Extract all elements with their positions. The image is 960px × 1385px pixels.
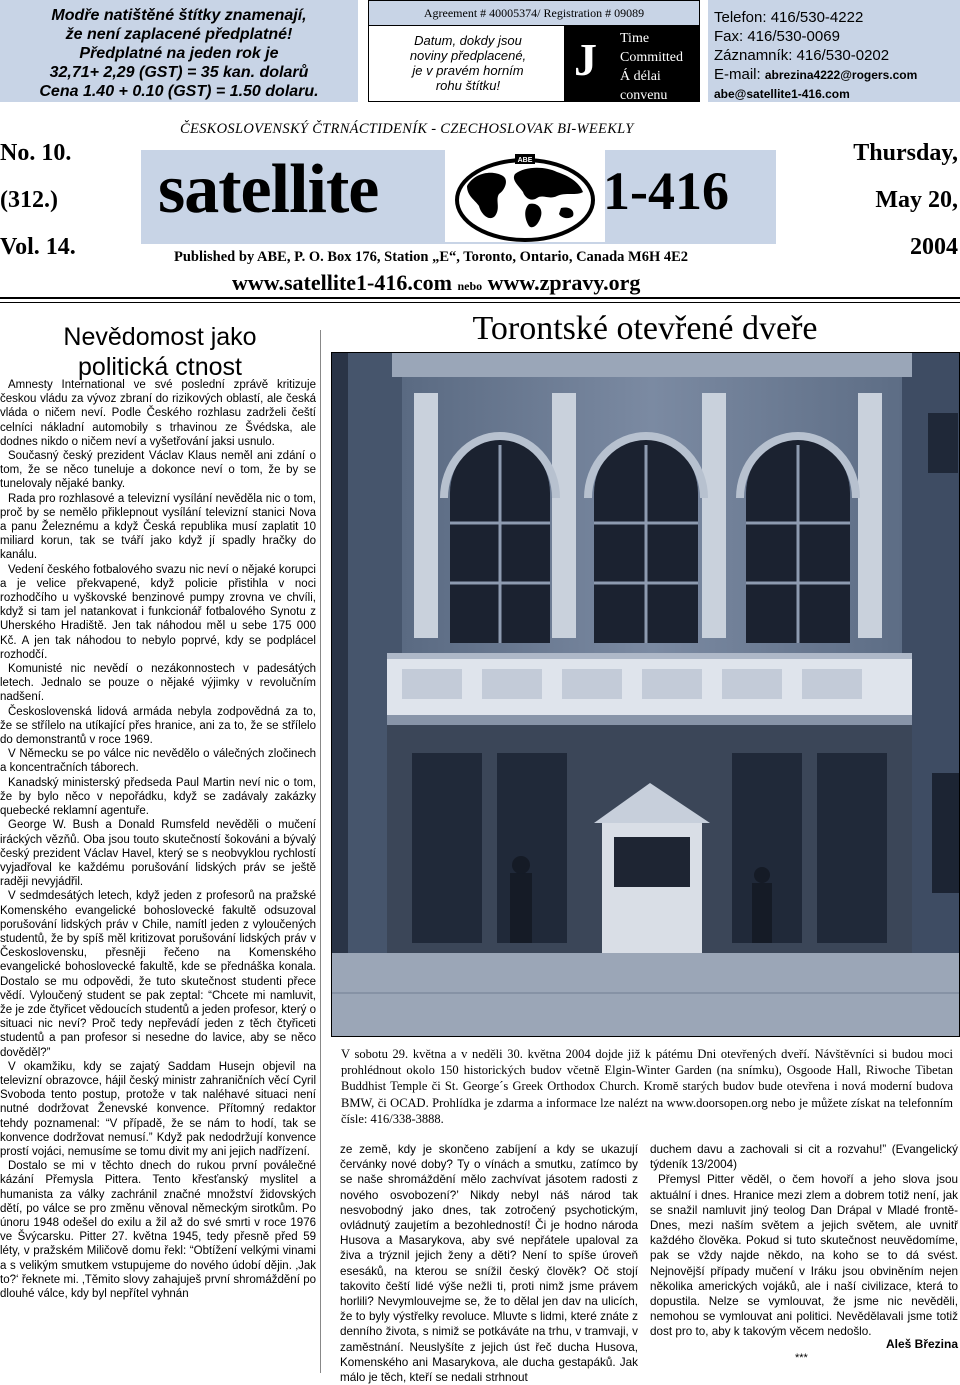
badge-line: Á délai — [620, 69, 661, 84]
left-article-title-line: politická ctnost — [78, 353, 242, 381]
website-link[interactable]: www.satellite1-416.com — [232, 270, 452, 295]
agreement-box — [368, 0, 700, 102]
paragraph: Současný český prezident Václav Klaus neměl ani zdání o tom, že se něco tuneluje a dokonce neví o tom, že by se tunelovaly nějaké banky. — [0, 450, 316, 491]
continued-column — [340, 1142, 638, 1385]
continued-column — [650, 1142, 958, 1340]
badge-line: convenu — [620, 88, 668, 103]
prepaid-note — [393, 33, 543, 93]
weekly-subtitle: ČESKOSLOVENSKÝ ČTRNÁCTIDENÍK - CZECHOSLOVAK BI-WEEKLY — [180, 121, 634, 137]
badge-line: Time — [620, 31, 650, 46]
paragraph: George W. Bush a Donald Rumsfeld nevěděli o mučení iráckých vězňů. Oba jsou touto skutečností šokováni a bývalý český prezident Václav Havel, který se s neobvyklou rychlostí vyjadřoval ke každému porušování lidských práv se ještě raději nevyjádřil. — [0, 819, 316, 889]
subscription-line: 32,71+ 2,29 (GST) = 35 kan. dolarů — [49, 64, 309, 81]
publisher-line: Published by ABE, P. O. Box 176, Station „E“, Toronto, Ontario, Canada M6H 4E2 — [174, 249, 689, 265]
masthead-title: satellite — [158, 151, 379, 228]
prepaid-note-line: rohu štítku! — [435, 78, 501, 93]
masthead-number: 1-416 — [603, 161, 729, 221]
globe-icon — [445, 150, 605, 242]
badge-line: Committed — [620, 50, 683, 65]
paragraph: Kanadský ministerský předseda Paul Martin neví nic o tom, že by bylo něco v nepořádku, když se zadávaly zakázky quebecké reklamní agentuře. — [0, 776, 316, 818]
prepaid-note-line: noviny předplacené, — [409, 48, 527, 63]
answering-machine-text: Záznamník: 416/530-0202 — [714, 47, 890, 64]
prepaid-note-line: Datum, dokdy jsou — [414, 33, 522, 48]
phone-text: Telefon: 416/530-4222 — [714, 9, 864, 26]
email-row — [708, 65, 960, 85]
website-link[interactable]: www.zpravy.org — [487, 270, 641, 295]
photo-caption: V sobotu 29. května a v neděli 30. května 2004 dojde již k pátému Dni otevřených dveří. Návštěvníci si budou moci prohlédnout okolo 150 historických budov včetně Elgin-Winter Garden (na snímku), Osgoode Hall, Riwoche Tibetan Buddhist Temple či St. George´s Greek Orthodox Church. Kromě starých budov bude otevřena i nová moderní budova BMW, či OCAD. Prohlídka je zdarma a informace lze nalézt na www.doorsopen.org nebo je můžete získat na telefonním čísle: 416/338-3888. — [341, 1047, 953, 1126]
globe-badge-text: ABE — [517, 157, 533, 164]
email-label: E-mail: — [714, 66, 761, 83]
divider — [0, 297, 960, 299]
paragraph: Československá lidová armáda nebyla zodpovědná za to, že se střílelo na utíkající přes hranice, ani za to, že se střílelo do demonstrantů v roce 1969. — [0, 705, 316, 747]
paragraph: duchem davu a zachovali si cit a rozvahu!” (Evangelický týdeník 13/2004) — [650, 1143, 958, 1172]
column-divider — [320, 330, 321, 1373]
prepaid-note-line: je v pravém horním — [412, 63, 524, 78]
badge-letter: J — [574, 34, 597, 85]
subscription-line: Předplatné na jeden rok je — [79, 45, 279, 62]
paragraph: ze země, kdy je skončeno zabíjení a kdy se ukazují červánky nové doby? Ty o vínách a smutku, zatímco by se naše shromáždění mělo zachvívat jásotem radosti z nového osvobození?’ Nikdy nebyl náš národ tak nesvobodný jako dnes, tak zotročený psychotickým, ovládnutý zaujetím a bezohledností! Či je hodno národa Husova a Masarykova, aby své nepřátele upaloval za živa a trýznil jejich ženy a děti? Není to spíše úroveň esesáků, na kterou se snížil český člověk? Oč stojí takovito čeští lidé výše nežli ti, proti nimž jsme právem horlili? Nevymlouvejme se, že to dělal jen dav na ulicích, že to byly výstřelky revoluce. Mluvte s lidmi, které znáte z denního života, s nimiž se potkáváte na trhu, v tramvaji, v zaměstnání. Neuslyšíte z jejich úst řeč ducha Husova, Komenského ani Masarykova, ale ducha gestapáků. Jak málo je těch, kteří se nedali strhnout — [340, 1143, 638, 1385]
agreement-header: Agreement # 40005374/ Registration # 09089 — [369, 1, 699, 26]
left-article-title — [0, 322, 320, 382]
left-article-body — [0, 378, 316, 1301]
author-name: Aleš Březina — [885, 1337, 958, 1351]
divider — [0, 302, 960, 303]
paragraph: Rada pro rozhlasové a televizní vysílání nevěděla nic o tom, proč by se nemělo přiklepnout vysílání televizní stanici Nova a panu Železnému a když Česká republika musí zaplatit 10 miliard korun, tak se tváří jako když jí spadly hračky do kanálu. — [0, 492, 316, 562]
paragraph: V okamžiku, kdy se zajatý Saddam Husejn objevil na televizní obrazovce, hájil český ministr zahraničních věcí Cyril Svoboda tento postup, protože v tak naléhavé situaci není nutné dodržovat Ženevské konvence. Přítomný redaktor tehdy poznamenal: “V případě, že se nám to hodí, tak se konvence dodržovat nemusí.” Když pak nedodržují konvence prostí vojáci, nemusíme se tomu divit my ani jejich nadřízení. — [0, 1060, 316, 1158]
paragraph: Amnesty International ve své poslední zprávě kritizuje českou vládu za vývoz zbraní do rizikových oblastí, ale česká vláda o ničem neví. Podle Českého rozhlasu zadrželi čeští celníci nákladní automobily s trhavinou ze Švédska, ale dodnes nikdo o ničem neví a vyšetřování jaksi usnulo. — [0, 379, 316, 448]
website-line — [232, 270, 640, 296]
email-link[interactable]: abe@satellite1-416.com — [714, 87, 850, 101]
photo-article-title: Torontské otevřené dveře — [472, 310, 818, 347]
issue-day: Thursday, — [853, 140, 958, 166]
volume-number: Vol. 14. — [0, 234, 76, 260]
paragraph: V sedmdesátých letech, když jeden z profesorů na pražské Komenského evangelické bohoslovecké fakultě odsuzoval porušování lidských práv v Chile, namítl jeden z vyloučených studentů, že by spíš měl kritizovat porušování lidských práv v Československu, přesněji řečeno na Komenského evangelické bohoslovecké fakultě, kde se přednáška konala. Dostalo se mu odpovědi, že tuto skutečnost studenti přece vědí. Vyloučený student se pak zeptal: “Chcete mi namluvit, že je zde čtyřicet vědoucích studentů a jeden profesor, který o situaci nic neví? Proč tedy nepřevádí jeden z těch čtyřiceti studentů a pan profesor si nesedne do lavice, aby se něco dověděl?” — [0, 890, 316, 1059]
left-article-title-line: Nevědomost jako — [63, 323, 257, 351]
website-separator: nebo — [457, 279, 483, 293]
paragraph: V Německu se po válce nic nevědělo o válečných zločinech a koncentračních táborech. — [0, 748, 316, 775]
subscription-line: Cena 1.40 + 0.10 (GST) = 1.50 dolaru. — [39, 83, 319, 100]
issue-number: No. 10. — [0, 140, 72, 166]
time-committed-badge — [564, 25, 700, 102]
section-end-mark: *** — [795, 1352, 808, 1364]
paragraph: Komunisté nic nevědí o nezákonnostech v padesátých letech. Jednalo se pouze o nějaké výjimky v revolučním nadšení. — [0, 663, 316, 704]
fax-text: Fax: 416/530-0069 — [714, 28, 840, 45]
paragraph: Vedení českého fotbalového svazu nic neví o nějaké korupci a je velice překvapené, když policie přistihla v noci rozhodčího u vyškovské benzinové pumpy zrovna ve chvíli, když si tam jel natankovat i funkcionář fotbalového Synotu z Uherského Hradiště. Jen tak náhodou měl u sebe 175 000 Kč. A jen tak náhodou to nebylo poprvé, kdy se podplácel rozhodčí. — [0, 563, 316, 661]
paragraph: Dostalo se mi v těchto dnech do rukou první poválečné kázání Přemysla Pittera. Tento křesťanský myslitel a humanista za války zachránil značné množství židovských dětí, po válce se pro změnu věnoval německým sirotkům. Po únoru 1948 odešel do exilu a žil až do své smrti v roce 1976 ve Švýcarsku. Pitter 27. května 1945, tedy přesně před 59 léty, v pražském Miličově domu řekl: “Obtížení velkými vinami a s velikým smutkem vstupujeme do nového údobí dějin. ‚Jak to?‘ řeknete mi. ‚Těmito slovy zahajuješ první shromáždění po dlouhé válce, kdy byl nepřítel vyhnán — [0, 1160, 316, 1300]
paragraph: Přemysl Pitter věděl, o čem hovoří a jeho slova jsou aktuální i dnes. Hranice mezi zlem a dobrem totiž není, jak se snažil namluvit jiný teolog Dan Drápal v Mladé frontě-Dnes, mezi naším světem a jejich světem, ale uvnitř každého člověka. Pokud si tuto skutečnost neuvědomíme, pak se vždy najde někdo, na koho se to dá svést. Nejnovější případy mučení v Iráku jsou obviněním nejen několika amerických vojáků, ale i naší civilizace, která to dopustila. Nelze se vymlouvat, že jsme nic nevěděli, nemohou se vymlouvat ani politici. Nevědělavali jsme totiž dost pro to, aby k takovým věcem nedošlo. — [650, 1173, 958, 1339]
email-link[interactable]: abrezina4222@rogers.com — [764, 68, 918, 82]
issue-year: 2004 — [910, 234, 958, 260]
issue-total: (312.) — [0, 187, 58, 213]
subscription-line: že není zaplacené předplatné! — [65, 26, 293, 43]
contact-box — [708, 0, 960, 102]
subscription-box — [0, 0, 358, 102]
subscription-line: Modře natištěné štítky znamenají, — [51, 7, 307, 24]
issue-date: May 20, — [875, 187, 958, 213]
theatre-facade-photo — [331, 352, 960, 1037]
